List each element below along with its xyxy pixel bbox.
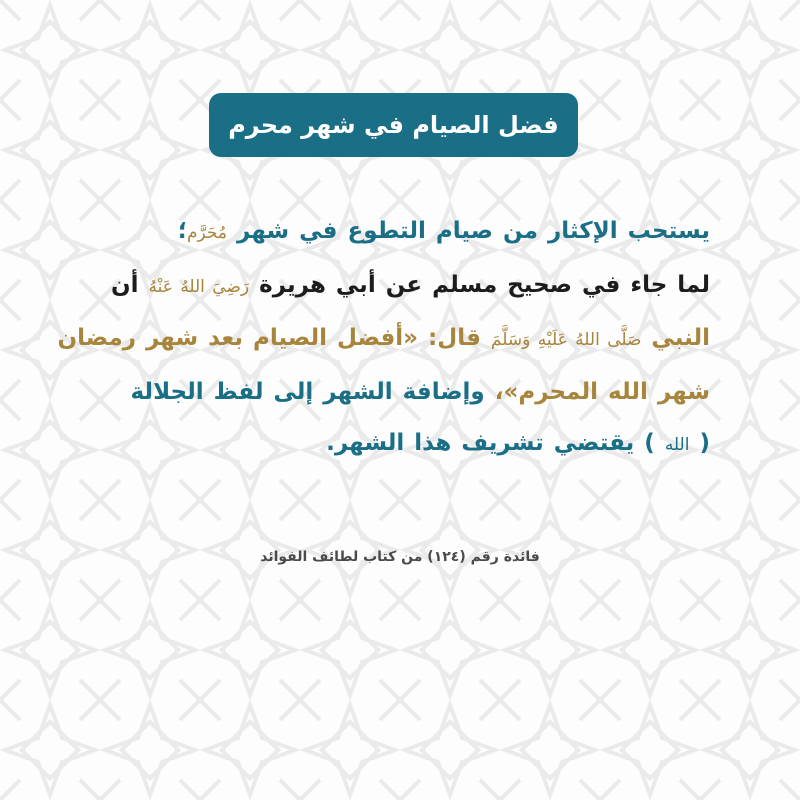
body-text-segment: وإضافة الشهر إلى لفظ الجلالة bbox=[130, 378, 485, 405]
hadith-quote: قال: «أفضل الصيام بعد شهر رمضان bbox=[57, 325, 491, 351]
honorific-radiya: رَضِيَ اللهُ عَنْهُ bbox=[148, 276, 250, 297]
hadith-quote-end: شهر الله المحرم»، bbox=[484, 378, 710, 405]
body-line-4 bbox=[90, 367, 710, 419]
divine-name: الله bbox=[664, 435, 690, 455]
body-text-segment: أن bbox=[110, 271, 149, 298]
page-title: فضل الصيام في شهر محرم bbox=[228, 111, 559, 139]
month-name: مُحَرَّم bbox=[187, 223, 228, 243]
body-line-2 bbox=[90, 260, 710, 314]
citation: فائدة رقم (١٢٤) من كتاب لطائف الفوائد bbox=[260, 549, 540, 565]
body-text-segment: النبي bbox=[641, 325, 710, 351]
body-line-3 bbox=[57, 313, 710, 367]
body-line-1 bbox=[90, 206, 710, 260]
body-line-5 bbox=[90, 418, 710, 472]
body-text-segment: لما جاء في صحيح مسلم عن أبي هريرة bbox=[249, 271, 710, 298]
body-text-segment: يستحب الإكثار من صيام التطوع في شهر bbox=[227, 218, 710, 244]
honorific-salla: صَلَّى اللهُ عَلَيْهِ وَسَلَّمَ bbox=[490, 330, 642, 350]
body-text-segment: ؛ bbox=[177, 218, 188, 244]
body-text-segment: ) يقتضي تشريف هذا الشهر. bbox=[326, 430, 665, 456]
bracket: ( bbox=[689, 430, 710, 456]
body-paragraph bbox=[57, 206, 710, 472]
title-banner bbox=[209, 93, 578, 157]
